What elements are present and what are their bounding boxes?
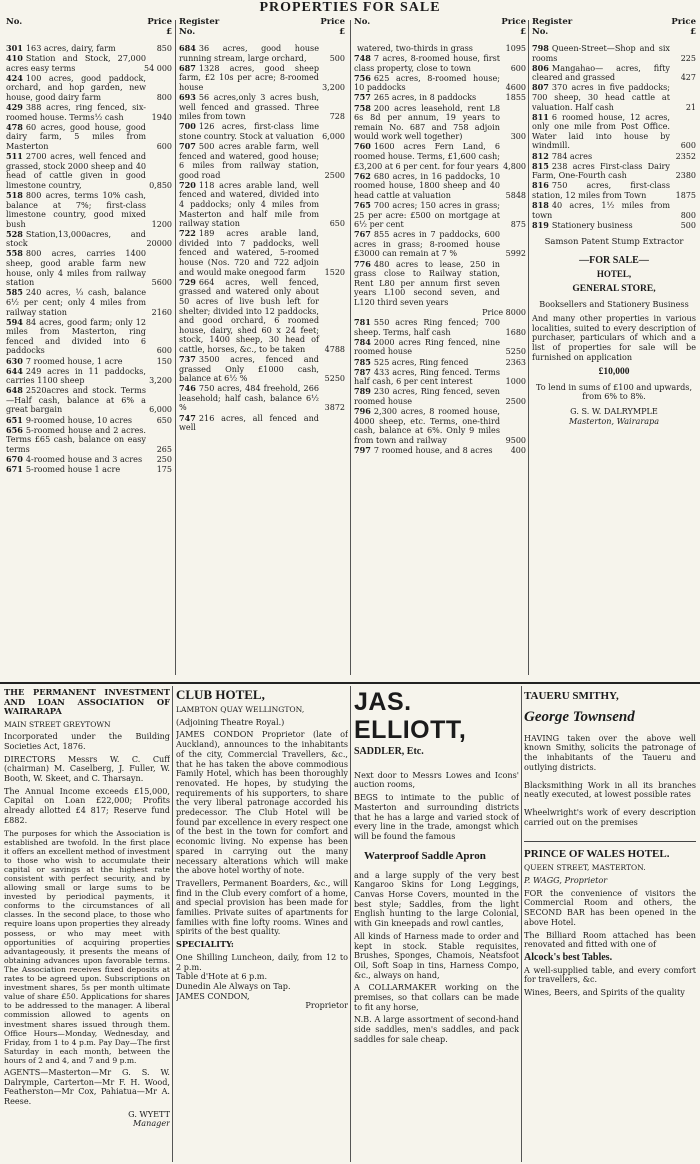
property-description: 750 acres, first-class station, 12 miles from Town xyxy=(532,180,670,200)
property-description: 800 acres, carries 1400 sheep, good arable farm new house, only 4 miles from railway station xyxy=(6,248,146,288)
property-description: 163 acres, dairy, farm xyxy=(25,43,116,53)
property-listing xyxy=(354,74,526,93)
property-description: 36 acres, good house running stream, large orchard, xyxy=(179,43,319,63)
right-ads-column xyxy=(524,688,696,1162)
property-description: 230 acres, Ring fenced, seven roomed house xyxy=(354,386,500,406)
property-price: 4600 xyxy=(505,83,526,93)
property-listing xyxy=(6,230,172,249)
register-number: 818 xyxy=(532,200,549,210)
other-properties-text: And many other properties in various localities, suited to every description of purchaser, particulars of which and a list of properties for sale will be furnished on application xyxy=(532,313,696,362)
register-number: 737 xyxy=(179,354,196,364)
register-number: 558 xyxy=(6,248,23,259)
property-listing xyxy=(6,367,172,386)
property-description: 56 acres,only 3 acres bush, well fenced and grassed. Three miles from town xyxy=(179,91,319,122)
elliott-name: JAS. ELLIOTT, xyxy=(354,688,467,744)
property-price: 300 xyxy=(510,132,526,142)
column-header xyxy=(354,18,526,44)
register-number: 812 xyxy=(532,150,549,161)
column-header xyxy=(532,18,696,44)
property-price: 6,000 xyxy=(322,131,345,141)
property-description: 700 acres; 150 acres in grass; 25 per acre: £500 on mortgage at 6½ per cent xyxy=(354,200,500,230)
register-number: 630 xyxy=(6,355,23,366)
register-number: 789 xyxy=(354,386,371,397)
register-number-header: No. xyxy=(354,18,371,27)
property-listing xyxy=(179,64,345,93)
register-number: 748 xyxy=(354,53,371,64)
property-description: 550 acres Ring fenced; 700 sheep. Terms, half cash xyxy=(354,317,500,337)
property-listing xyxy=(354,172,526,201)
club-body: JAMES CONDON Proprietor (late of Auckland), announces to the inhabitants of the city, Commercial Travellers, &c., that he has taken the above commodious Family Hotel, which has been thoroughly renovated. He hopes, by studying the requirements of his supporters, to share the very liberal patronage accorded his predecessor. The Club Hotel will be found par excellence in every respect one of the best in the town for comfort and economic living. No expense has been spared in carrying out the many necessary alterations which will make the above hotel worthy of note. xyxy=(176,729,348,876)
property-listing xyxy=(6,426,172,455)
property-price: 3872 xyxy=(324,403,345,413)
register-number: 644 xyxy=(6,365,23,376)
property-price: 600 xyxy=(680,141,696,151)
permanent-body: The purposes for which the Association is established are twofold. In the first place it offers an excellent method of investment to those who wish to accumulate their capital or savings at the highest rate consistent with perfect security, and by allowing small or large sums to be invested by periodical payments, it conforms to the circumstances of all classes. In the second place, to those who require loans upon properties they already possess, or who may meet with opportunities of acquiring properties advantageously, it presents the means of obtaining advances upon favorable terms. The Association receives fixed deposits at rates to be agreed upon. Subscriptions on investment shares, 5s per month ultimate value of share £50. Applications for shares to be addressed to the manager. A liberal commission allowed to agents on investment shares issued through them. Office Hours—Monday, Wednesday, and Friday, from 1 to 4 p.m. Pay Day—The first Saturday in each month, between the hours of 2 and 4, and 7 and 9 p.m. xyxy=(4,828,170,1065)
property-price: 54 000 xyxy=(144,63,172,73)
permanent-directors: DIRECTORS Messrs W. C. Cuff (chairman) M. Caselberg, J. Fuller, W. Booth, W. Skeet, and C. Tharsayn. xyxy=(4,753,170,784)
prince-owner: P. WAGG, Proprietor xyxy=(524,875,608,886)
property-description: Queen-Street—Shop and six rooms xyxy=(532,43,670,63)
property-price: 1875 xyxy=(675,190,696,200)
property-listing xyxy=(532,162,696,181)
price-header: Price £ xyxy=(147,18,172,37)
register-number: 811 xyxy=(532,111,549,122)
property-description: 7 roomed house, and 8 acres xyxy=(373,444,493,455)
property-price: 2160 xyxy=(151,307,172,317)
register-number: 815 xyxy=(532,160,549,171)
register-number: 747 xyxy=(179,412,196,423)
club-address: LAMBTON QUAY WELLINGTON, xyxy=(176,705,305,714)
register-number: 594 xyxy=(6,316,23,327)
register-number: 671 xyxy=(6,464,23,475)
elliott-body-3: All kinds of Harness made to order and kept in stock. Stable requisites, Brushes, Sponges, Chamois, Neatsfoot Oil, Soft Soap in tins, Harness Compo, &c., always on hand, xyxy=(354,930,519,980)
property-listing xyxy=(179,142,345,180)
register-number: 760 xyxy=(354,141,371,152)
register-number: 762 xyxy=(354,170,371,181)
price-header: Price £ xyxy=(671,18,696,37)
property-price: 5992 xyxy=(505,249,526,259)
property-listing xyxy=(6,249,172,287)
agent-column xyxy=(532,18,696,680)
property-listing xyxy=(6,103,172,122)
agent-place: Masterton, Wairarapa xyxy=(568,415,660,426)
prince-address: QUEEN STREET, MASTERTON. xyxy=(524,863,646,873)
property-description: 370 acres in five paddocks; 700 sheep, 30 head cattle at valuation. Half cash xyxy=(532,82,670,112)
register-number: 410 xyxy=(6,53,23,64)
property-description: 7 acres, 8-roomed house, first class property, close to town xyxy=(354,53,500,73)
property-description: 784 acres xyxy=(551,150,593,161)
column-divider xyxy=(521,686,522,1162)
permanent-incorporated: Incorporated under the Building Societies Act, 1876. xyxy=(4,731,170,751)
register-number: 693 xyxy=(179,91,196,102)
property-description: Station and Stock, 27,000 acres easy terms xyxy=(6,53,146,73)
property-price: 5848 xyxy=(505,190,526,200)
club-ale: Dunedin Ale Always on Tap. xyxy=(176,980,291,991)
property-description: 1600 acres Fern Land, 6 roomed house. Terms, £1,600 cash; £3,200 at 6 per cent. for four years xyxy=(354,141,500,171)
column-divider xyxy=(350,20,351,675)
elliott-body: BEGS to intimate to the public of Masterton and surrounding districts that he has a large and varied stock of every line in the trade, amongst which will be found the famous xyxy=(354,792,519,841)
register-number: 781 xyxy=(354,317,371,328)
permanent-manager: G. WYETT xyxy=(128,1108,170,1119)
register-number: 756 xyxy=(354,72,371,83)
register-number: 684 xyxy=(179,43,196,53)
property-description: 100 acres, good paddock, orchard, and hop garden, new house, good dairy farm xyxy=(6,72,146,102)
permanent-association-ad xyxy=(4,688,170,1162)
property-description: 750 acres, 484 freehold, 266 leasehold; half cash, balance 6½ % xyxy=(179,383,319,413)
property-description: 500 acres arable farm, well fenced and watered, good house; 6 miles from railway station, good road xyxy=(179,140,319,180)
property-description: 40 acres, 1½ miles from town xyxy=(532,200,670,220)
prince-tables: Alcock's best Tables. xyxy=(524,951,613,963)
property-price: 1095 xyxy=(505,44,526,53)
register-number: 767 xyxy=(354,229,371,240)
register-number: 776 xyxy=(354,258,371,269)
property-price: 2500 xyxy=(505,396,526,406)
elliott-body-4: A COLLARMAKER working on the premises, so that collars can be made to fit any horse, xyxy=(354,982,519,1012)
column-divider xyxy=(172,686,173,1162)
club-speciality: SPECIALITY: xyxy=(176,939,234,950)
property-price: 500 xyxy=(329,53,345,63)
property-price: 3,200 xyxy=(149,376,172,386)
register-number: 707 xyxy=(179,140,196,151)
property-description: 200 acres leasehold, rent L8 6s 8d per annum, 19 years to remain No. 687 and 758 adjoin would work well together) xyxy=(354,102,500,142)
property-description: 480 acres to lease, 250 in grass close to Railway station, Rent L80 per annum first seven years L100 second seven, and L120 third seven years xyxy=(354,258,500,307)
register-number: 806 xyxy=(532,62,549,73)
property-price: 4,800 xyxy=(503,161,526,171)
register-number: 518 xyxy=(6,189,23,200)
property-listing xyxy=(354,142,526,171)
register-number: 797 xyxy=(354,444,371,455)
prince-body-3: A well-supplied table, and every comfort for travellers, &c. xyxy=(524,964,696,985)
property-description: 388 acres, ring fenced, six-roomed house. Terms½ cash xyxy=(6,102,146,122)
smithy-body-3: Wheelwright's work of every description carried out on the premises xyxy=(524,806,696,827)
property-price: 1520 xyxy=(324,267,345,277)
property-price: 600 xyxy=(156,141,172,151)
property-description: 7 roomed house, 1 acre xyxy=(25,355,123,366)
property-description: 118 acres arable land, well fenced and watered, divided into 4 paddocks; only 4 miles from Masterton and half mile from railway station xyxy=(179,179,319,229)
property-listing xyxy=(6,74,172,103)
property-price: 5250 xyxy=(505,347,526,357)
elliott-trade: SADDLER, Etc. xyxy=(354,746,424,757)
elliott-saddler-ad xyxy=(354,688,519,1162)
property-price: 1000 xyxy=(505,377,526,387)
property-description: 189 acres arable land, divided into 7 paddocks, well fenced and watered, 5-roomed house (Nos. 720 and 722 adjoin and would make onegood farm xyxy=(179,228,319,277)
property-description: 433 acres, Ring fenced. Terms half cash, 6 per cent interest xyxy=(354,366,500,387)
property-price: 728 xyxy=(329,112,345,122)
register-number-header: Register No. xyxy=(532,18,573,37)
property-description: 4-roomed house and 3 acres xyxy=(25,453,143,464)
property-description: 216 acres, all fenced and well xyxy=(179,412,319,433)
register-number: 787 xyxy=(354,366,371,377)
elliott-body-2: and a large supply of the very best Kangaroo Skins for Long Leggings, Canvas Horse Covers, mounted in the best style; Saddles, from the light English hunting to the large Colonial, with Gin kneepads and rowl cantles, xyxy=(354,869,519,929)
property-listing xyxy=(354,260,526,308)
property-listing xyxy=(354,230,526,259)
register-number-header: No. xyxy=(6,18,23,27)
property-listing xyxy=(179,414,345,433)
column-header xyxy=(179,18,345,44)
permanent-manager-title: Manager xyxy=(133,1118,170,1129)
property-listing xyxy=(6,288,172,317)
property-listing xyxy=(532,113,696,151)
property-price: 2363 xyxy=(505,357,526,367)
property-listing xyxy=(532,64,696,83)
property-description: 60 acres, good house, good dairy farm, 5 miles from Masterton xyxy=(6,121,146,151)
register-number: 478 xyxy=(6,121,23,132)
property-listing xyxy=(354,318,526,337)
register-number: 648 xyxy=(6,385,23,396)
property-description: 265 acres, in 8 paddocks xyxy=(373,92,477,103)
property-listing xyxy=(354,407,526,445)
register-number: 757 xyxy=(354,92,371,103)
register-number: 429 xyxy=(6,102,23,113)
register-number: 819 xyxy=(532,219,549,230)
register-number: 651 xyxy=(6,414,23,425)
property-listing xyxy=(532,201,696,220)
register-number: 785 xyxy=(354,356,371,367)
property-description: 525 acres, Ring fenced xyxy=(373,356,469,367)
property-description: 855 acres in 7 paddocks, 600 acres in grass; 8-roomed house £3000 can remain at 7 % xyxy=(354,229,500,259)
property-price: 500 xyxy=(680,220,696,230)
register-number: 796 xyxy=(354,405,371,416)
property-listing xyxy=(179,93,345,122)
property-listing xyxy=(6,465,172,475)
property-price: 2500 xyxy=(324,170,345,180)
property-listing xyxy=(179,44,345,63)
register-number: 511 xyxy=(6,151,23,162)
property-listing xyxy=(532,44,696,63)
price-header: Price £ xyxy=(320,18,345,37)
register-number: 424 xyxy=(6,72,23,83)
booksellers-line: Booksellers and Stationery Business xyxy=(539,298,689,309)
property-price: 800 xyxy=(680,210,696,220)
smithy-body: HAVING taken over the above well known Smithy, solicits the patronage of the inhabitants of the Taueru and outlying districts. xyxy=(524,732,696,772)
property-price: 250 xyxy=(156,454,172,464)
club-title: CLUB HOTEL, xyxy=(176,688,265,702)
smithy-body-2: Blacksmithing Work in all its branches neatly executed, at lowest possible rates xyxy=(524,779,696,800)
property-description: 680 acres, in 16 paddocks, 10 roomed house, 1800 sheep and 40 head cattle at valuation xyxy=(354,170,500,200)
property-price: 600 xyxy=(510,63,526,73)
loan-amount: £10,000 xyxy=(598,367,630,378)
ad-divider xyxy=(524,841,696,842)
property-listing xyxy=(179,278,345,355)
property-description: Station,13,000acres, and stock xyxy=(6,228,146,249)
lend-text: To lend in sums of £100 and upwards, from 6% to 8%. xyxy=(535,381,693,402)
property-description: 625 acres, 8-roomed house; 10 paddocks xyxy=(354,72,500,93)
register-number: 758 xyxy=(354,102,371,113)
property-listing xyxy=(6,318,172,356)
property-price: 1200 xyxy=(151,219,172,229)
property-description: 238 acres First-class Dairy Farm, One-Fourth cash xyxy=(532,160,670,181)
price-header: Price £ xyxy=(501,18,526,37)
property-price: 1940 xyxy=(151,112,172,122)
register-number: 816 xyxy=(532,180,549,191)
column-divider xyxy=(350,686,351,1162)
property-listing xyxy=(6,123,172,152)
property-listing xyxy=(354,54,526,73)
club-table: Table d'Hote at 6 p.m. xyxy=(176,971,268,982)
club-body-2: Travellers, Permanent Boarders, &c., will find in the Club every comfort of a home, and special provision has been made for families. Private suites of apartments for families with fine lofty rooms. Wines and spirits of the best quality. xyxy=(176,877,348,937)
property-listing xyxy=(354,387,526,406)
register-number: 656 xyxy=(6,424,23,435)
listing-column-4 xyxy=(532,18,696,230)
register-number: 720 xyxy=(179,179,196,190)
property-price: 225 xyxy=(680,53,696,63)
property-price: 800 xyxy=(156,92,172,102)
register-number: 687 xyxy=(179,62,196,73)
club-hotel-ad xyxy=(176,688,348,1162)
property-listing xyxy=(179,355,345,384)
listing-column-3 xyxy=(354,18,526,680)
general-store-heading: GENERAL STORE, xyxy=(572,284,656,295)
column-divider xyxy=(175,20,176,675)
property-price: 5600 xyxy=(151,278,172,288)
property-price: 400 xyxy=(510,445,526,455)
register-number: 700 xyxy=(179,121,196,132)
property-listing xyxy=(532,181,696,200)
hotel-heading: HOTEL, xyxy=(596,269,632,280)
property-listing xyxy=(6,386,172,415)
property-listing xyxy=(354,338,526,357)
agent-name: G. S. W. DALRYMPLE xyxy=(570,406,658,416)
property-price: 265 xyxy=(156,444,172,454)
prince-body-4: Wines, Beers, and Spirits of the quality xyxy=(524,987,685,998)
property-description: Mangahao— acres, fifty cleared and grassed xyxy=(532,62,670,83)
extractor-notice: Samson Patent Stump Extractor xyxy=(544,237,684,248)
permanent-title: THE PERMANENT INVESTMENT AND LOAN ASSOCIATION OF WAIRARAPA xyxy=(4,688,170,716)
permanent-address: MAIN STREET GREYTOWN xyxy=(4,719,111,729)
register-number: 798 xyxy=(532,43,549,53)
property-price: 0,850 xyxy=(149,180,172,190)
register-number: 670 xyxy=(6,453,23,464)
property-price: 21 xyxy=(685,102,696,112)
property-price: 1680 xyxy=(505,327,526,337)
property-price: 6,000 xyxy=(149,405,172,415)
club-adjoining: (Adjoining Theatre Royal.) xyxy=(176,716,285,727)
property-listing xyxy=(6,152,172,190)
property-description: 664 acres, well fenced, grassed and watered only about 50 acres of live bush left for shelter; divided into 12 paddocks, and good orchard, 6 roomed house, dairy, shed 60 x 24 feet; stock, 1400 sheep, 30 head of cattle, horses, &c., to be taken xyxy=(179,276,319,354)
property-listing xyxy=(354,201,526,230)
property-description: 6 roomed house, 12 acres, only one mile from Post Office. Water laid into house by windmill. xyxy=(532,111,670,151)
prince-title: PRINCE OF WALES HOTEL. xyxy=(524,848,670,861)
property-description: 249 acres in 11 paddocks, carries 1100 sheep xyxy=(6,365,146,386)
for-sale-heading: —FOR SALE— xyxy=(579,254,649,266)
property-listing xyxy=(532,221,696,231)
property-price: 9500 xyxy=(505,435,526,445)
elliott-product: Waterproof Saddle Apron xyxy=(364,849,486,862)
property-listing xyxy=(532,83,696,112)
property-description: 1328 acres, good sheep farm, £2 10s per acre; 8-roomed house xyxy=(179,62,319,92)
property-listing xyxy=(354,368,526,387)
property-price: 650 xyxy=(329,219,345,229)
property-listing xyxy=(179,229,345,277)
property-listing xyxy=(6,191,172,229)
register-number-header: Register No. xyxy=(179,18,220,37)
listing-column-2 xyxy=(179,18,345,680)
club-luncheon: One Shilling Luncheon, daily, from 12 to 2 p.m. xyxy=(176,951,348,972)
property-listing xyxy=(179,384,345,413)
property-description: 5-roomed house 1 acre xyxy=(25,464,121,475)
property-description: 3500 acres, fenced and grassed Only £1000 cash, balance at 6½ % xyxy=(179,354,319,384)
property-price: 3,200 xyxy=(322,82,345,92)
club-proprietor: Proprietor xyxy=(305,1000,348,1011)
property-description: 2520acres and stock. Terms—Half cash, balance at 6% a great bargain xyxy=(6,385,146,415)
property-description: 2000 acres Ring fenced, nine roomed house xyxy=(354,336,500,357)
property-price: 875 xyxy=(510,220,526,230)
permanent-agents: AGENTS—Masterton—Mr G. S. W. Dalrymple, Carterton—Mr F. H. Wood, Featherston—Mr Cox, Pahiatua—Mr A. Reese. xyxy=(4,1066,170,1107)
property-listing xyxy=(354,446,526,456)
property-listing xyxy=(354,104,526,142)
elliott-next-door: Next door to Messrs Lowes and Icons' auction rooms, xyxy=(354,769,519,790)
property-description: watered, two-thirds in grass xyxy=(357,43,473,53)
register-number: 729 xyxy=(179,276,196,287)
property-description: 240 acres, ⅓ cash, balance 6½ per cent; only 4 miles from railway station xyxy=(6,287,146,317)
register-number: 301 xyxy=(6,43,23,53)
smithy-name: George Townsend xyxy=(524,708,635,725)
section-divider xyxy=(0,682,700,684)
property-price: 650 xyxy=(156,415,172,425)
property-description: 84 acres, good farm; only 12 miles from Masterton, ring fenced and divided into 6 paddocks xyxy=(6,316,146,356)
register-number: 807 xyxy=(532,82,549,93)
property-price: 1855 xyxy=(505,93,526,103)
listing-column-1 xyxy=(6,18,172,680)
page-title: PROPERTIES FOR SALE xyxy=(259,0,441,15)
property-price: 150 xyxy=(156,356,172,366)
property-description: 800 acres, terms 10% cash, balance at 7%; first-class limestone country, good mixed bush xyxy=(6,189,146,229)
property-description: 2,300 acres, 8 roomed house, 4000 sheep, etc. Terms, one-third cash, balance at 6%. Only 9 miles from town and railway xyxy=(354,405,500,445)
property-listing xyxy=(6,54,172,73)
club-owner: JAMES CONDON, xyxy=(176,990,250,1001)
property-price: 175 xyxy=(156,465,172,475)
column-header xyxy=(6,18,172,44)
property-description: 5-roomed house and 2 acres. Terms £65 cash, balance on easy terms xyxy=(6,424,146,454)
property-price: 20000 xyxy=(146,239,172,249)
property-listing xyxy=(179,181,345,229)
property-description: 126 acres, first-class lime stone country. Stock at valuation xyxy=(179,121,319,141)
property-price: 5250 xyxy=(324,374,345,384)
register-number: 585 xyxy=(6,287,23,298)
property-price: 4788 xyxy=(324,344,345,354)
register-number: 528 xyxy=(6,228,23,239)
register-number: 765 xyxy=(354,200,371,210)
register-number: 784 xyxy=(354,336,371,347)
property-description: Stationery business xyxy=(551,219,633,230)
property-listing xyxy=(179,122,345,141)
elliott-body-5: N.B. A large assortment of second-hand side saddles, men's saddles, and pack saddles for sale cheap. xyxy=(354,1014,519,1044)
property-description: 2700 acres, well fenced and grassed, stock 2000 sheep and 40 head of cattle given in good limestone country, xyxy=(6,151,146,190)
smithy-title: TAUERU SMITHY, xyxy=(524,690,619,702)
property-price: 850 xyxy=(156,44,172,53)
property-price: 2380 xyxy=(675,171,696,181)
prince-body-2: The Billiard Room attached has been renovated and fitted with one of xyxy=(524,929,696,950)
register-number: 722 xyxy=(179,228,196,239)
property-price: 2352 xyxy=(675,151,696,161)
property-price: 600 xyxy=(156,346,172,356)
prince-body: FOR the convenience of visitors the Commercial Room and others, the SECOND BAR has been opened in the above Hotel. xyxy=(524,887,696,927)
property-description: 9-roomed house, 10 acres xyxy=(25,414,133,425)
register-number: 746 xyxy=(179,383,196,394)
permanent-income: The Annual Income exceeds £15,000, Capital on Loan £22,000; Profits already allotted £4 817; Reserve fund £882. xyxy=(4,785,170,825)
property-price: 427 xyxy=(680,73,696,83)
column-divider xyxy=(528,20,529,675)
property-price: Price 8000 xyxy=(482,308,526,318)
